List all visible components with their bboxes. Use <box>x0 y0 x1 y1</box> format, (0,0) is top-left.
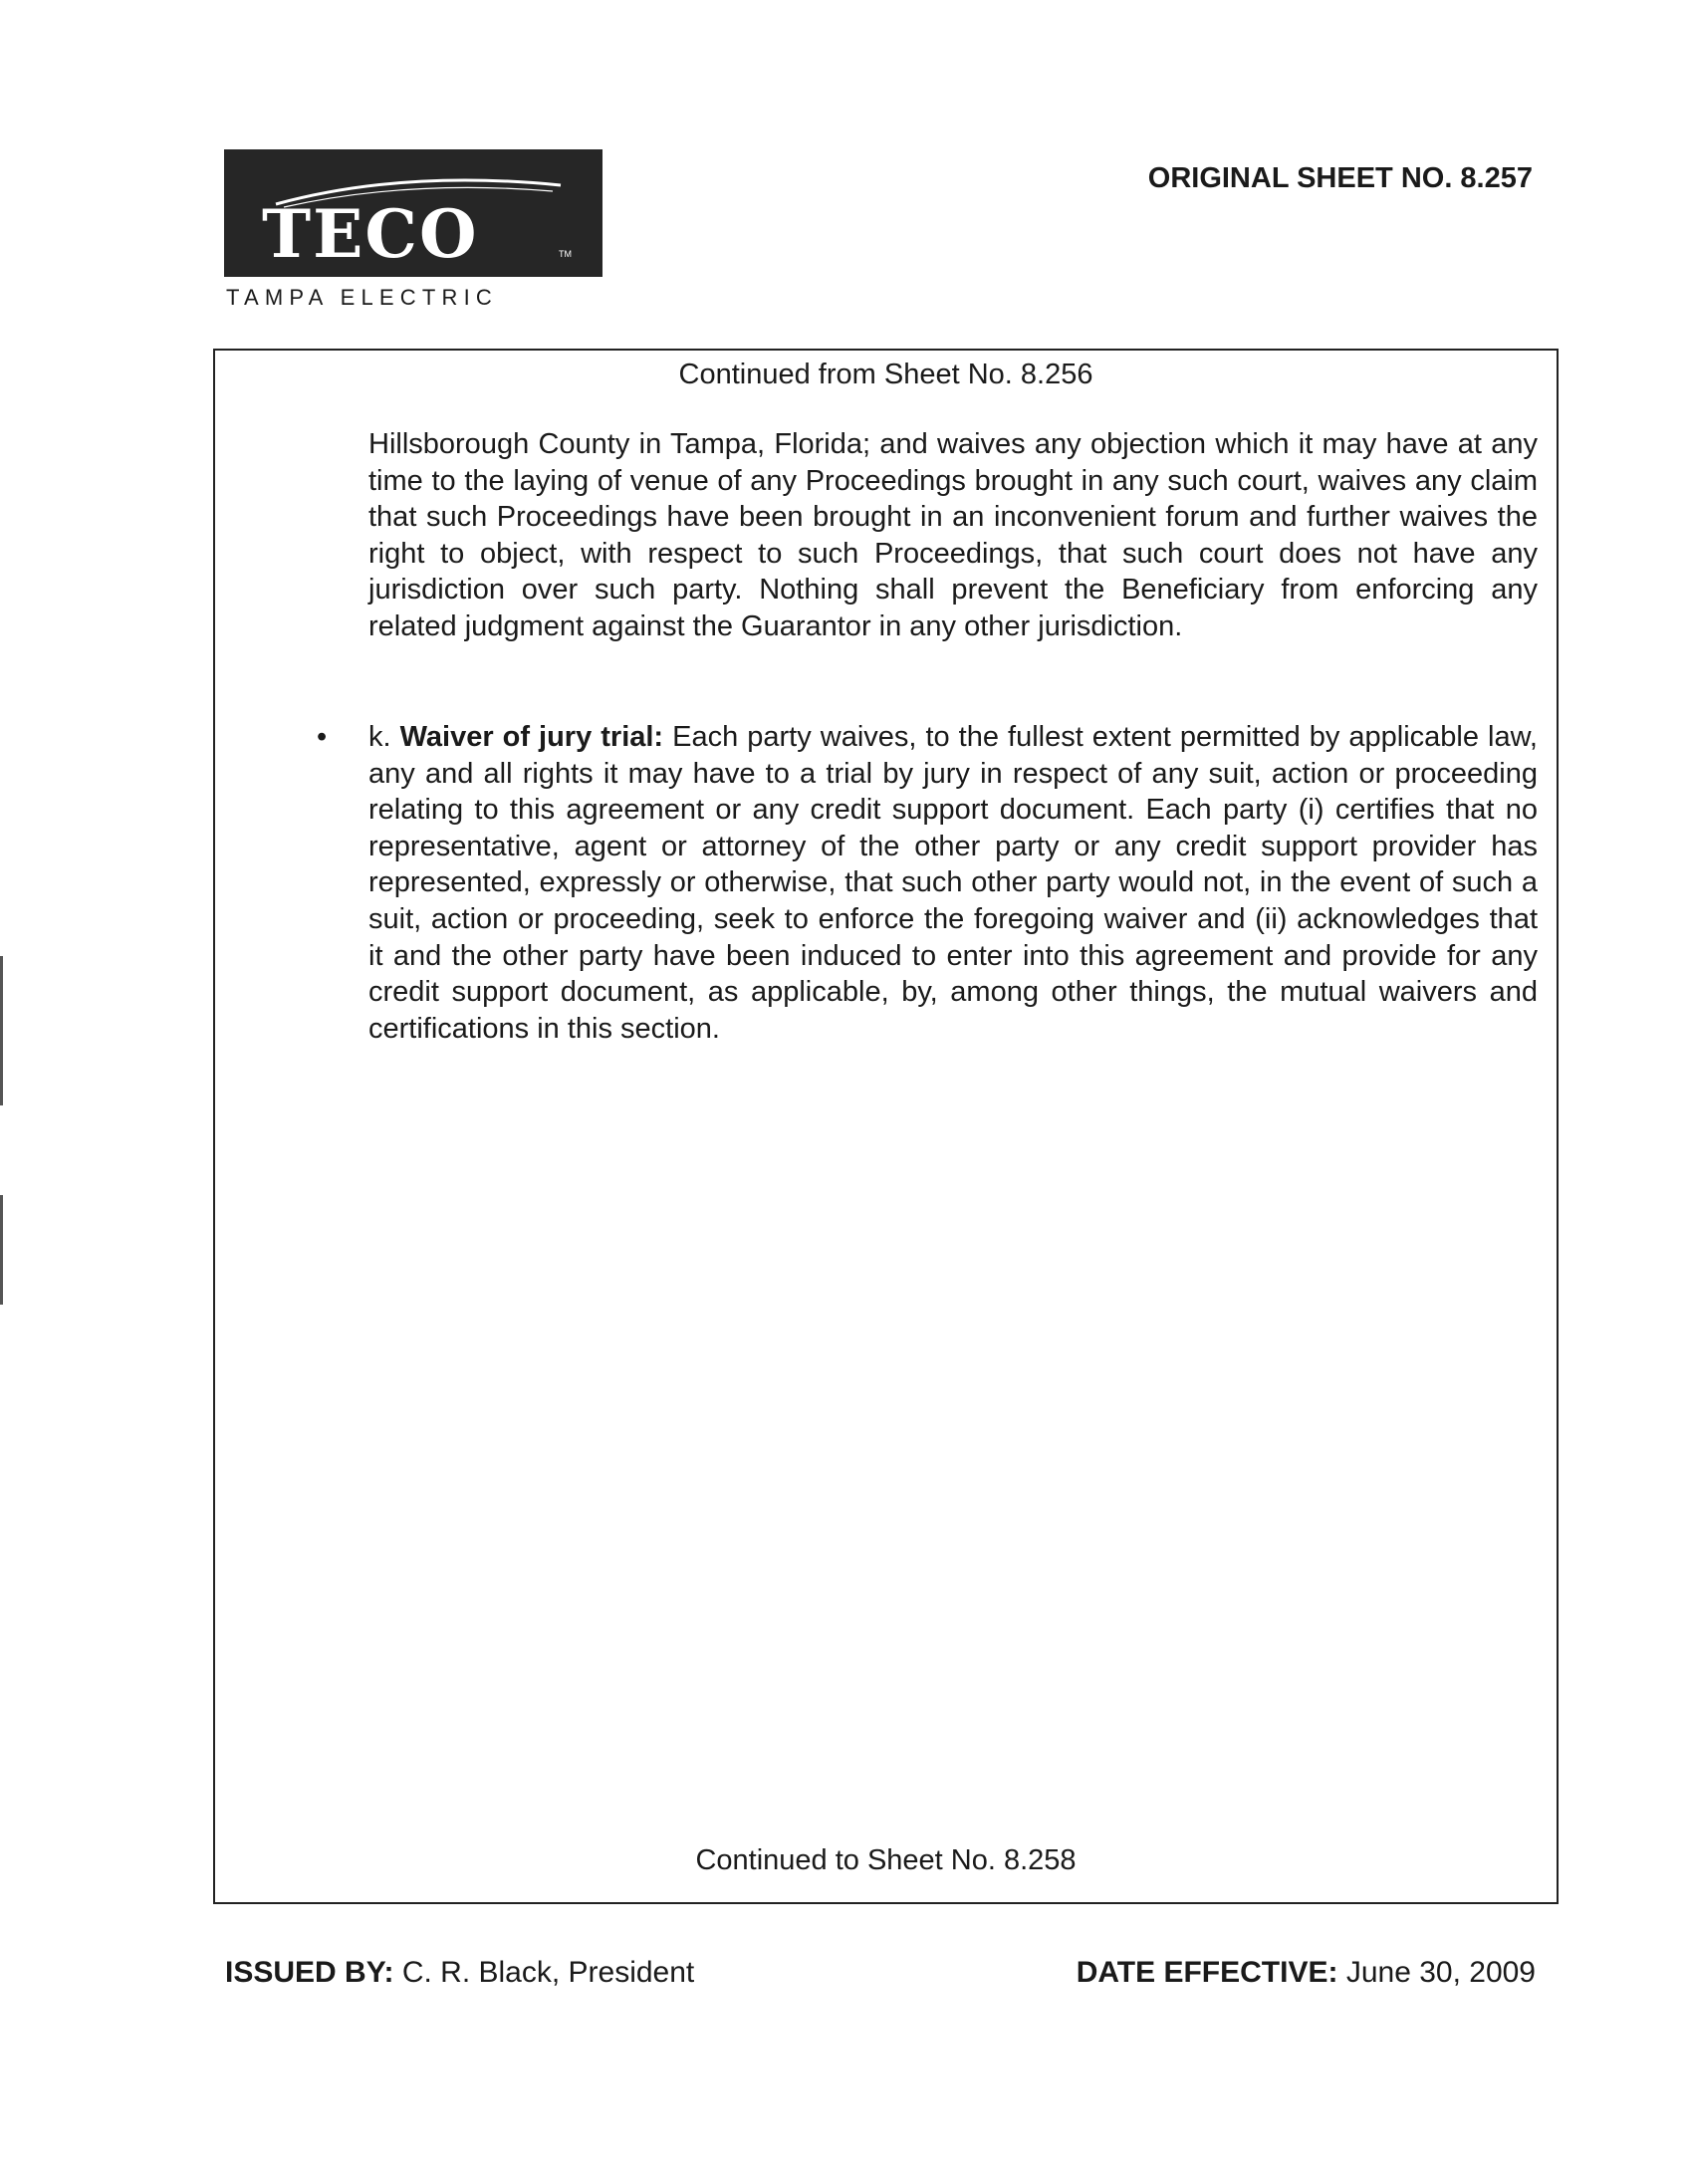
item-marker: k. <box>368 721 391 753</box>
scan-edge-mark <box>0 956 3 1105</box>
scan-edge-mark <box>0 1195 3 1305</box>
teco-logo <box>224 149 602 277</box>
issued-by-label: ISSUED BY: <box>225 1956 394 1989</box>
svg-text:TECO: TECO <box>262 195 479 273</box>
sheet-number: ORIGINAL SHEET NO. 8.257 <box>1147 162 1533 194</box>
item-heading: Waiver of jury trial: <box>399 721 664 753</box>
issued-by-value: C. R. Black, President <box>401 1956 695 1989</box>
logo-caption: TAMPA ELECTRIC <box>226 285 499 310</box>
paragraph-waiver-of-jury-trial <box>368 719 1538 1047</box>
continued-from-note: Continued from Sheet No. 8.256 <box>678 359 1093 390</box>
paragraph-venue: Hillsborough County in Tampa, Florida; and waives any objection which it may have at any time to the laying of venue of any Proceedings brought in any such court, waives any claim that such Proceedings have been brought in an inconvenient forum and further waives the right to object, with respect to such Proceedings, that such court does not have any jurisdiction over such party. Nothing shall prevent the Beneficiary from enforcing any related judgment against the Guarantor in any other jurisdiction. <box>368 428 1538 642</box>
bullet-icon: • <box>317 721 328 753</box>
teco-logo-mark <box>224 149 602 277</box>
content-frame <box>213 349 1559 1904</box>
svg-text:TM: TM <box>559 249 572 259</box>
issued-by <box>225 1956 694 1990</box>
date-effective <box>1077 1956 1536 1990</box>
date-effective-value: June 30, 2009 <box>1345 1956 1536 1989</box>
continued-to-note: Continued to Sheet No. 8.258 <box>695 1844 1077 1876</box>
item-text: Each party waives, to the fullest extent permitted by applicable law, any and all rights it may have to a trial by jury in respect of any suit, action or proceeding relating to this agreement or any credit support document. Each party (i) certifies that no representative, agent or attorney of the other party or any credit support provider has represented, expressly or otherwise, that such other party would not, in the event of such a suit, action or proceeding, seek to enforce the foregoing waiver and (ii) acknowledges that it and the other party have been induced to enter into this agreement and provide for any credit support document, as applicable, by, among other things, the mutual waivers and certifications in this section. <box>368 721 1538 1045</box>
date-effective-label: DATE EFFECTIVE: <box>1076 1956 1338 1989</box>
